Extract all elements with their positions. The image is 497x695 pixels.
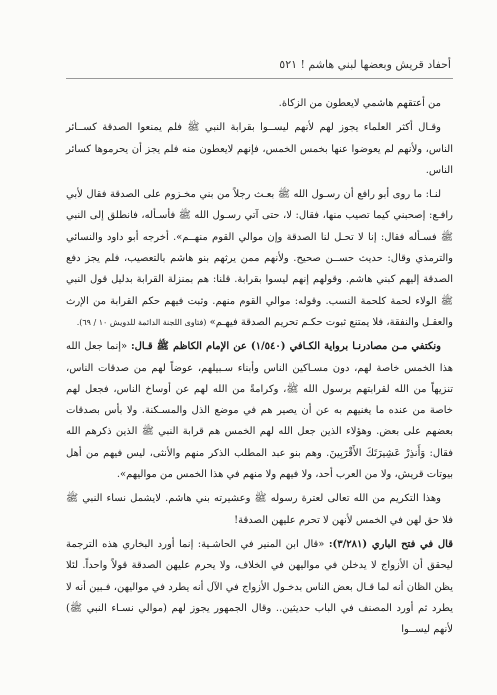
paragraph-5: وهذا التكريم من الله تعالى لعترة رسوله ﷺ وعشيرته بني هاشم. لايشمل نساء النبي ﷺ فلا حق لهن في الخمس لأنهن لا تحرم عليهن الصدقة! (66, 493, 453, 526)
paragraph-6: قال في فتح الباري (٣/٢٨١): «قال ابن المنير في الحاشـية: إنما أورد البخاري هذه الترجمة ليحقق أن الأزواج لا يدخلن في مواليهن في الخلاف، ولا يحرم عليهن الصدقة قولاً واحداً. لئلا يظن الظان أنه لما قـال بعض الناس بدخـول الأزواج في الآل أنه يطرد في مواليهن، فـبين أنه لا يطرد ثم أورد المصنف في الباب حديثين.. وقال الجمهور يجوز لهم (موالي نسـاء النبي ﷺ) لأنهم ليســوا (66, 538, 453, 636)
paragraph-4: ونكتفي مـن مصادرنـا برواية الكـافي (١/٥٤٠) عن الإمام الكاظم ﷺ قـال: «إنما جعل الله هذا الخمس خاصة لهم، دون مسـاكين الناس وأبناء سـبيلهم، عوضاً لهم من صدقات الناس، تنزيهاً من الله لقرابتهم برسول الله ﷺ، وكرامةً من الله لهم عن أوساخ الناس، فجعل لهم خاصة من عنده ما يغنيهم به عن أن يصير هم في موضع الذل والمسـكنة. ولا بأس بصدقات بعضهم على بعض. وهؤلاء الذين جعل الله لهم الخمس هم قرابة النبي ﷺ الذين ذكرهم الله فقال: وَأَنذِرْ عَشِيرَتَكَ الأَقْرَبِينَ. وهم بنو عبد المطلب الذكر منهم والأنثى، ليس فيهم من أهل بيوتات قريش، ولا من العرب أحد، ولا فيهم ولا منهم في هذا الخمس من مواليهم». (66, 341, 453, 481)
paragraph-6-lead: قال في فتح الباري (٣/٢٨١): (328, 538, 453, 550)
paragraph-3-citation: (فتاوى اللجنة الدائمة للدويش ١٠ / ٦٩). (76, 317, 207, 327)
paragraph-4-lead: ونكتفي مـن مصادرنـا برواية الكـافي (١/٥٤٠) عن الإمام الكاظم ﷺ قـال: (130, 341, 441, 353)
paragraph-3: لنـا: ما روى أبو رافع أن رسـول الله ﷺ بعـث رجلاً من بني مخـزوم على الصدقة فقال لأبي رافـع: إصحبني كيما تصيب منها، فقال: لا، حتى آتي رسـول الله ﷺ فأسـأله، فانطلق إلى النبي ﷺ فسـأله فقال: إنا لا تحـل لنا الصدقة وإن موالي القوم منهــم». أخرجه أبو داود والنسائي والترمذي وقال: حديث حســن صحيح. ولأنهم ممن يرثهم بنو هاشم بالتعصيب، فلم يجز دفع الصدقة إليهم كبني هاشم. وقولهم إنهم ليسوا بقرابة. قلنا: هم بمنزلة القرابة بدليل قول النبي ﷺ الولاء لحمة كلحمة النسب. وقوله: موالي القوم منهم. وثبت فيهم حكم القرابة من الإرث والعقـل والنفقة، فلا يمتنع ثبوت حكـم تحريم الصدقة فيهـم» (فتاوى اللجنة الدائمة للدويش ١٠ / ٦٩). (66, 189, 453, 328)
running-header-title: أحفاد قريش وبعضها لبني هاشم ! ٥٢١ (279, 57, 451, 71)
header-divider (66, 78, 453, 79)
running-header (66, 53, 451, 75)
paragraph-1: من أعتقهم هاشمي لايعطون من الزكاة. (278, 98, 441, 109)
page-body (66, 93, 453, 640)
paragraph-2: وقـال أكثر العلماء يجوز لهم لأنهم ليســوا بقرابة النبي ﷺ فلم يمنعوا الصدقة كســائر الناس، ولأنهم لم يعوضوا عنها بخمس الخمس، فإنهم لايعطون منه فلم يجز أن يحرموها كسائر الناس. (66, 122, 453, 176)
